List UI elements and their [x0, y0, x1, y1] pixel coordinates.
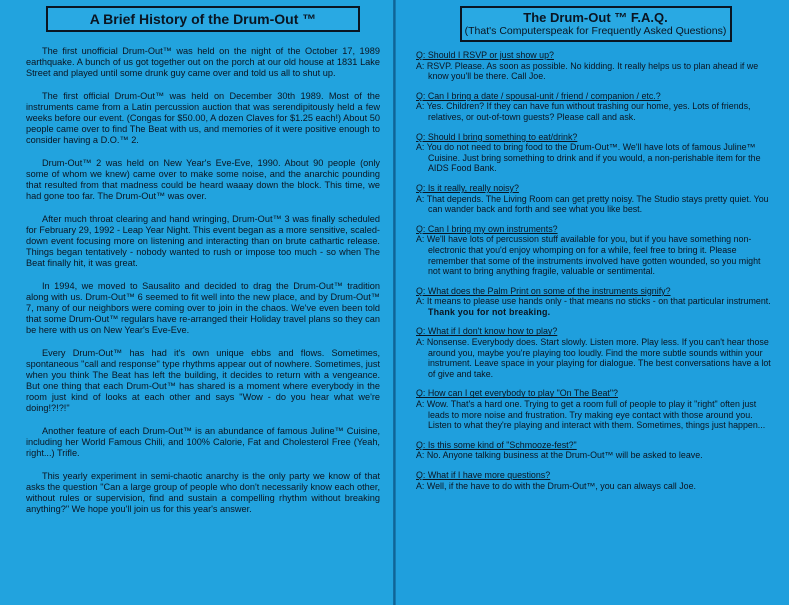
faq-item	[416, 183, 775, 215]
history-paragraph: After much throat clearing and hand wringing, Drum-Out™ 3 was finally scheduled for February 29, 1992 - Leap Year Night. This event began as a more sensitive, scaled-down event focusing more on listening and interacting than on brute cathartic release. Things began tentatively - nobody wanted to rush or impose too much - so when The Beat finally hit, it was great.	[26, 214, 380, 268]
faq-answer-text: A: It means to please use hands only - that means no sticks - on that particular instrument.	[416, 296, 771, 307]
history-paragraph: Every Drum-Out™ has had it's own unique ebbs and flows. Sometimes, spontaneous "call and response" type rhythms appear out of nowhere. Sometimes, just when you think The Beat has left the building, it decides to return with a vengeance. But one thing that each Drum-Out™ has shared is a moment where everybody in the room just kind of looks at each other and says "Wow - do you hear what we're doing!?!?!"	[26, 348, 380, 413]
history-paragraph: Drum-Out™ 2 was held on New Year's Eve-Eve, 1990. About 90 people (only some of whom we knew) came over to make some noise, and the anarchic pounding that resulted from that madness could be heard waaay down the block. This time, we had gone too far. The Drum-Out™ was over.	[26, 158, 380, 201]
faq-question: Q: How can I get everybody to play "On The Beat"?	[416, 388, 618, 399]
faq-question: Q: What if I have more questions?	[416, 470, 551, 480]
faq-item	[416, 286, 775, 318]
faq-title-box	[460, 6, 732, 42]
faq-subtitle: (That's Computerspeak for Frequently Asked Questions)	[464, 25, 727, 37]
history-paragraph: This yearly experiment in semi-chaotic anarchy is the only party we know of that asks the question "Can a large group of people who don't necessarily know each other, without rules or supervision, find and sustain a compelling rhythm without breaking anything?" We hope you'll join us for this year's answer.	[26, 471, 380, 514]
faq-answer	[416, 296, 775, 317]
faq-item	[416, 326, 775, 379]
faq-answer: A: Wow. That's a hard one. Trying to get a room full of people to play it "right" often just leads to more noise and frustration. Try making eye contact with those around you. Listen to what they're playing and interact with them. Sometimes, things just happen...	[416, 399, 766, 431]
faq-answer: A: That depends. The Living Room can get pretty noisy. The Studio stays pretty quiet. You can wander back and forth and see what you like best.	[416, 193, 769, 215]
faq-item	[416, 91, 775, 123]
faq-question: Q: What does the Palm Print on some of the instruments signify?	[416, 285, 671, 296]
faq-item	[416, 388, 775, 430]
faq-question: Q: Should I RSVP or just show up?	[416, 50, 554, 60]
faq-page	[396, 0, 789, 605]
faq-answer-emphasis: Thank you for not breaking.	[428, 306, 551, 317]
history-paragraph: In 1994, we moved to Sausalito and decided to drag the Drum-Out™ tradition along with us. Drum-Out™ 6 seemed to fit well into the new place, and by Drum-Out™ 7, many of our neighbors were coming over to join in the chaos. We've even been told that some Drum-Out™ regulars have re-arranged their Holiday travel plans so they can be here with us on New Year's Eve-Eve.	[26, 281, 380, 335]
faq-question: Q: What if I don't know how to play?	[416, 326, 558, 337]
faq-answer: A: We'll have lots of percussion stuff available for you, but if you have something non-electronic that you'd enjoy whomping on for a while, feel free to bring it. Please remember that some of the instruments involved have gotten wounded, so you might not want to bring anything fragile, valuable or sentimental.	[416, 234, 761, 277]
faq-answer: A: Well, if the have to do with the Drum-Out™, you can always call Joe.	[416, 480, 697, 491]
faq-item	[416, 224, 775, 277]
faq-item	[416, 470, 775, 491]
faq-question: Q: Can I bring my own instruments?	[416, 223, 558, 234]
faq-question: Q: Is it really, really noisy?	[416, 182, 519, 193]
faq-item	[416, 132, 775, 174]
faq-answer: A: No. Anyone talking business at the Drum-Out™ will be asked to leave.	[416, 450, 703, 461]
faq-answer: A: Nonsense. Everybody does. Start slowly. Listen more. Play less. If you can't hear those around you, maybe you're playing too loudly. Find the more subtle sounds within your instrument. Leave space in your playing for dialogue. The best conversations have a lot of give and take.	[416, 337, 771, 379]
faq-answer: A: Yes. Children? If they can have fun without trashing our home, yes. Lots of friends, relatives, or out-of-town guests? Please call and ask.	[416, 101, 751, 122]
faq-answer: A: You do not need to bring food to the Drum-Out™. We'll have lots of famous Juline™ Cuisine. Just bring something to drink and if you would, a non-perishable item for the AIDS Food Bank.	[416, 142, 761, 174]
faq-item	[416, 50, 775, 82]
history-paragraph: Another feature of each Drum-Out™ is an abundance of famous Juline™ Cuisine, including her World Famous Chili, and 100% Calorie, Fat and Cholesterol Free (Yeah, right...) Trifle.	[26, 426, 380, 458]
history-page	[0, 0, 394, 605]
history-title: A Brief History of the Drum-Out ™	[46, 6, 360, 32]
faq-title: The Drum-Out ™ F.A.Q.	[523, 10, 668, 25]
faq-question: Q: Can I bring a date / spousal-unit / friend / companion / etc.?	[416, 90, 661, 101]
faq-question: Q: Is this some kind of "Schmooze-fest?"	[416, 439, 577, 450]
history-paragraph: The first official Drum-Out™ was held on December 30th 1989. Most of the instruments came from a Latin percussion auction that was serendipitously held a few weeks before our event. (Congas for $50.00, A dozen Claves for $1.25 each!) About 50 people came over to find The Beat with us, and memories of it were positive enough to consider having a D.O.™ 2.	[26, 91, 380, 145]
faq-question: Q: Should I bring something to eat/drink?	[416, 131, 578, 142]
faq-answer: A: RSVP. Please. As soon as possible. No kidding. It really helps us to plan ahead if we know you'll be there. Call Joe.	[416, 60, 759, 82]
history-paragraph: The first unofficial Drum-Out™ was held on the night of the October 17, 1989 earthquake. A bunch of us got together out on the porch at our old house at 1831 Lake Street and played until some drunk guy came over and told us all to shut up.	[26, 46, 380, 78]
faq-item	[416, 440, 775, 461]
